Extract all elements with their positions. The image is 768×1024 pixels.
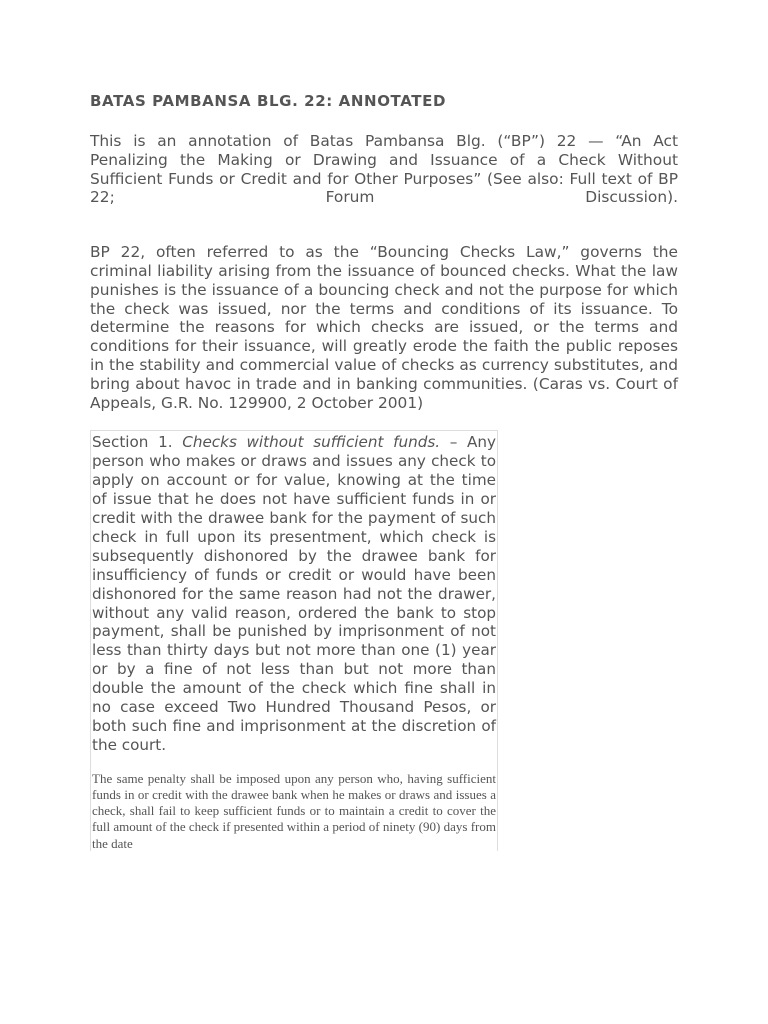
section-label: Section 1. [92, 433, 183, 452]
section-heading: Checks without sufficient funds. [182, 433, 441, 452]
intro-text-3: ; [109, 188, 326, 207]
bp22-link[interactable]: Batas Pambansa Blg. [309, 132, 486, 150]
document-page [90, 92, 678, 851]
penalty-paragraph: The same penalty shall be imposed upon any person who, having sufficient funds in or credit with the drawee bank when he makes or draws and issues a check, shall fail to keep sufficient funds or to maintain a credit to cover the full amount of the check if presented within a period of ninety (90) days from the date [92, 770, 496, 851]
intro-text-2: (“BP”) 22 — “An Act Penalizing the Making or Drawing and Issuance of a Check Without Sufficient Funds or Credit and for Other Purposes” (See also: [90, 132, 678, 188]
intro-text-1: This is an annotation of [90, 132, 310, 150]
statute-quote-box [90, 430, 498, 850]
intro-paragraph [90, 132, 678, 207]
page-title: BATAS PAMBANSA BLG. 22: ANNOTATED [90, 92, 446, 110]
section-1-paragraph [92, 431, 496, 754]
full-text-link[interactable]: Full text of BP 22 [90, 169, 678, 207]
intro-text-4: ). [667, 188, 678, 207]
forum-discussion-link[interactable]: Forum Discussion [325, 188, 668, 207]
body-paragraph: BP 22, often referred to as the “Bouncing Checks Law,” governs the criminal liability arising from the issuance of bounced checks. What the law punishes is the issuance of a bouncing check and not the purpose for which the check was issued, nor the terms and conditions of its issuance. To determine the reasons for which checks are issued, or the terms and conditions for their issuance, will greatly erode the faith the public reposes in the stability and commercial value of checks as currency substitutes, and bring about havoc in trade and in banking communities. (Caras vs. Court of Appeals, G.R. No. 129900, 2 October 2001) [90, 243, 678, 412]
section-text: – Any person who makes or draws and issues any check to apply on account or for value, knowing at the time of issue that he does not have sufficient funds in or credit with the drawee bank for the payment of such check in full upon its presentment, which check is subsequently dishonored by the drawee bank for insufficiency of funds or credit or would have been dishonored for the same reason had not the drawer, without any valid reason, ordered the bank to stop payment, shall be punished by imprisonment of not less than thirty days but not more than one (1) year or by a fine of not less than but not more than double the amount of the check which fine shall in no case exceed Two Hundred Thousand Pesos, or both such fine and imprisonment at the discretion of the court. [92, 433, 496, 754]
